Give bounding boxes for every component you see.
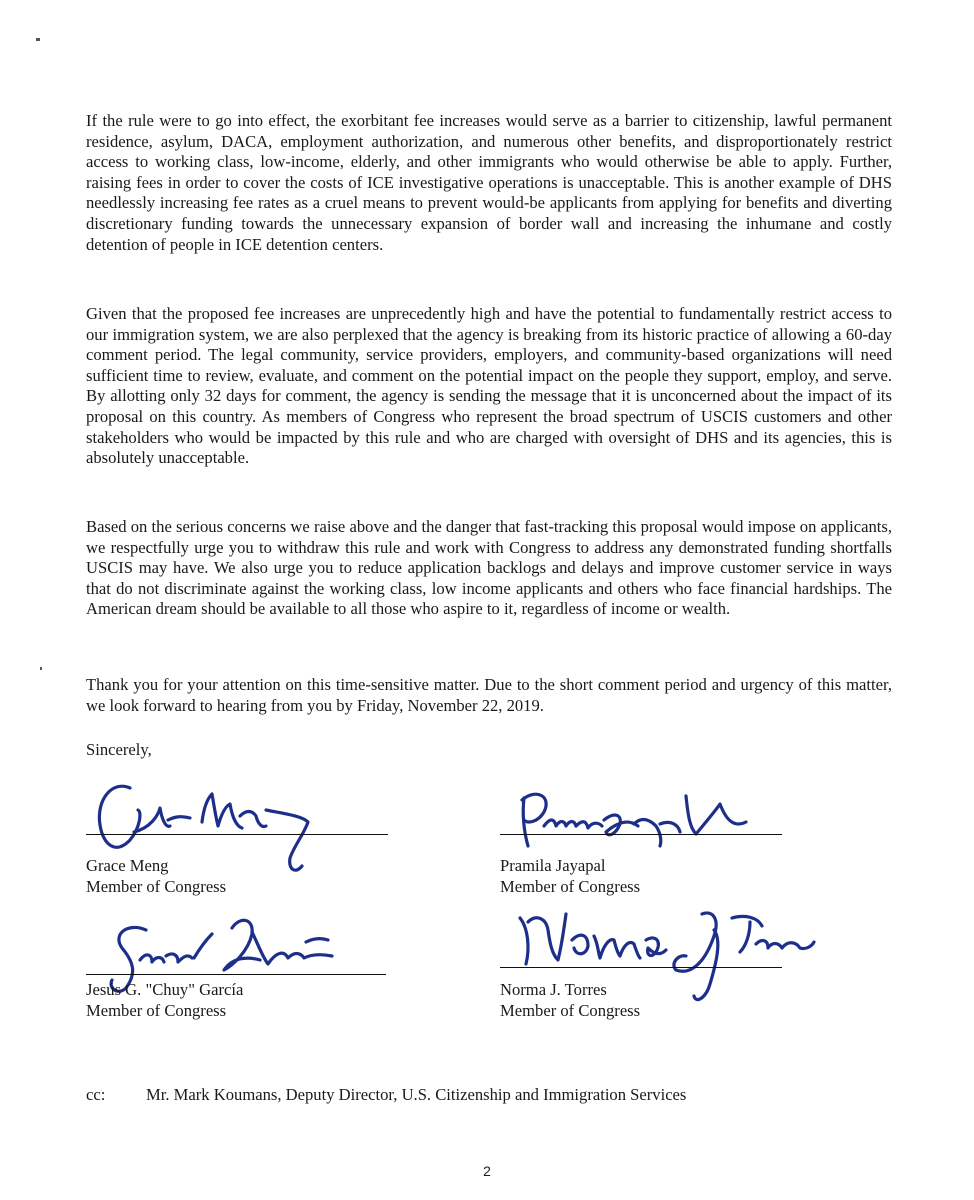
cc-recipient: Mr. Mark Koumans, Deputy Director, U.S. Citizenship and Immigration Services [146, 1085, 687, 1104]
body-paragraph-1: If the rule were to go into effect, the exorbitant fee increases would serve as a barrier to citizenship, lawful permanent residence, asylum, DACA, employment authorization, and numerous other benefits, and disproportionately restrict access to working class, low-income, elderly, and other immigrants who would otherwise be able to apply. Further, raising fees in order to cover the costs of ICE investigative operations is unacceptable. This is another example of DHS needlessly increasing fee rates as a cruel means to prevent would-be applicants from applying for benefits and diverting discretionary funding towards the unnecessary expansion of border wall and increasing the inhumane and costly detention of people in ICE detention centers. [86, 111, 892, 254]
cc-line [86, 1085, 686, 1105]
signer-name: Norma J. Torres [500, 980, 607, 999]
signature-line [500, 834, 782, 835]
scan-speck [40, 667, 42, 670]
signer-title: Member of Congress [86, 877, 227, 896]
signature-line [86, 974, 386, 975]
signer-title: Member of Congress [86, 1001, 227, 1020]
signature-block-jayapal [500, 780, 800, 900]
body-paragraph-3: Based on the serious concerns we raise above and the danger that fast-tracking this proposal would impose on applicants, we respectfully urge you to withdraw this rule and work with Congress to address any demonstrated funding shortfalls USCIS may have. We also urge you to reduce application backlogs and delays and improve customer service in ways that do not discriminate against the working class, low income applicants and others who face financial hardships. The American dream should be available to all those who aspire to it, regardless of income or wealth. [86, 517, 892, 619]
body-paragraph-2: Given that the proposed fee increases are unprecedently high and have the potential to fundamentally restrict access to our immigration system, we are also perplexed that the agency is breaking from its historic practice of allowing a 60-day comment period. The legal community, service providers, employers, and community-based organizations will need sufficient time to review, evaluate, and comment on the potential impact on the people they support, employ, and serve. By allotting only 32 days for comment, the agency is sending the message that it is unconcerned about the impact of its proposal on this country. As members of Congress who represent the broad spectrum of USCIS customers and other stakeholders who would be impacted by this rule and who are charged with oversight of DHS and its agencies, this is absolutely unacceptable. [86, 304, 892, 468]
page-number: 2 [483, 1163, 491, 1179]
scan-speck [36, 38, 40, 41]
signature-block-torres [500, 900, 800, 1025]
closing-salutation: Sincerely, [86, 740, 152, 759]
cc-label: cc: [86, 1085, 106, 1104]
signature-block-meng [86, 770, 386, 900]
signer-name: Grace Meng [86, 856, 169, 875]
signer-name: Jesús G. "Chuy" García [86, 980, 244, 999]
signer-title: Member of Congress [500, 1001, 641, 1020]
body-paragraph-4: Thank you for your attention on this time-sensitive matter. Due to the short comment period and urgency of this matter, we look forward to hearing from you by Friday, November 22, 2019. [86, 675, 892, 715]
signature-line [86, 834, 388, 835]
signature-line [500, 967, 782, 968]
signature-block-garcia [86, 908, 386, 1023]
signer-name: Pramila Jayapal [500, 856, 606, 875]
signer-title: Member of Congress [500, 877, 641, 896]
